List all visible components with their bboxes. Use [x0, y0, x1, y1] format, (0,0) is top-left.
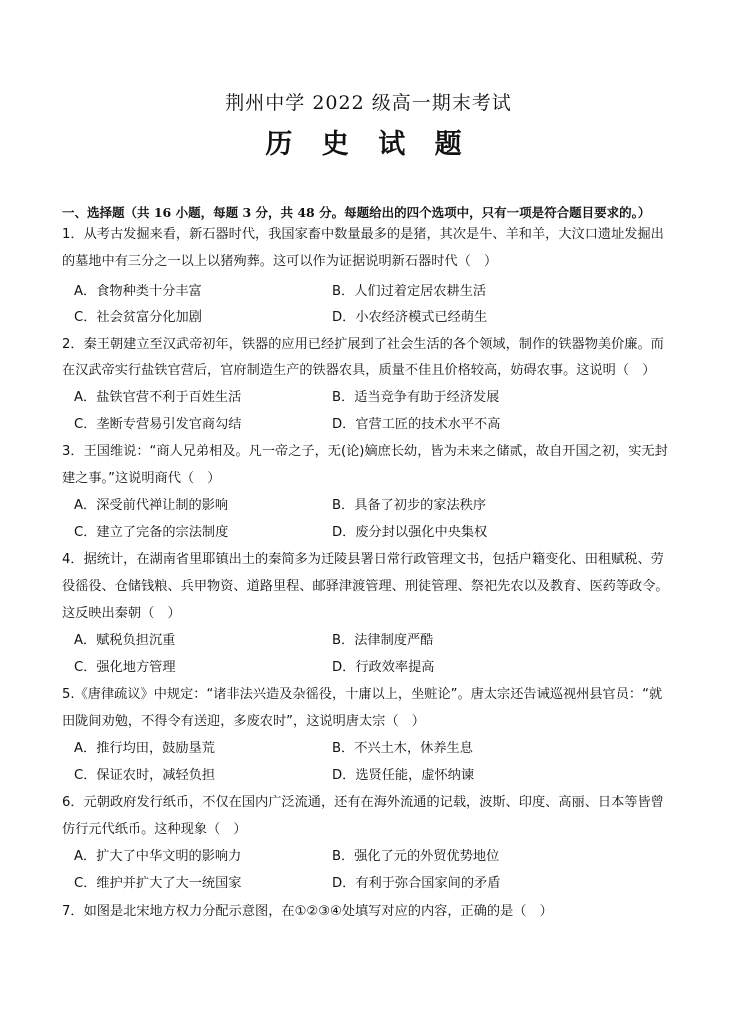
question-2-option-a: A．盐铁官营不利于百姓生活 [74, 390, 242, 405]
question-3-option-a: A．深受前代禅让制的影响 [74, 498, 229, 513]
question-4-option-b: B．法律制度严酷 [332, 633, 434, 648]
question-6-line-2: 仿行元代纸币。这种现象（ ） [62, 822, 247, 837]
question-7-line-1: 7．如图是北宋地方权力分配示意图，在①②③④处填写对应的内容，正确的是（ ） [62, 904, 553, 919]
question-3-option-b: B．具备了初步的家法秩序 [332, 498, 487, 513]
question-6-option-c: C．维护并扩大了大一统国家 [74, 876, 242, 891]
question-6-line-1: 6．元朝政府发行纸币，不仅在国内广泛流通，还有在海外流通的记载，波斯、印度、高丽、日本等皆曾 [62, 795, 664, 810]
question-5-option-d: D．选贤任能，虚怀纳谏 [332, 768, 475, 783]
question-2-line-1: 2．秦王朝建立至汉武帝初年，铁器的应用已经扩展到了社会生活的各个领域，制作的铁器物美价廉。而 [62, 337, 664, 352]
question-2-option-c: C．垄断专营易引发官商勾结 [74, 417, 242, 432]
question-4-option-d: D．行政效率提高 [332, 660, 435, 675]
question-6-option-b: B．强化了元的外贸优势地位 [332, 849, 500, 864]
question-1-option-a: A．食物种类十分丰富 [74, 284, 202, 299]
question-2-option-d: D．官营工匠的技术水平不高 [332, 417, 501, 432]
question-5-option-a: A．推行均田，鼓励垦荒 [74, 741, 215, 756]
question-3-line-2: 建之事。”这说明商代（ ） [62, 471, 221, 486]
question-2-line-2: 在汉武帝实行盐铁官营后，官府制造生产的铁器农具，质量不佳且价格较高，妨碍农事。这说明（ ） [62, 363, 656, 378]
question-4-line-3: 这反映出秦朝（ ） [62, 606, 181, 621]
subject-title: 历 史 试 题 [265, 129, 472, 160]
question-4-line-2: 役徭役、仓储钱粮、兵甲物资、道路里程、邮驿津渡管理、刑徒管理、祭祀先农以及教育、医药等政令。 [62, 579, 669, 594]
question-4-line-1: 4．据统计，在湖南省里耶镇出土的秦简多为迁陵县署日常行政管理文书，包括户籍变化、田租赋税、劳 [62, 552, 664, 567]
question-6-option-a: A．扩大了中华文明的影响力 [74, 849, 242, 864]
question-2-option-b: B．适当竞争有助于经济发展 [332, 390, 500, 405]
question-3-option-c: C．建立了完备的宗法制度 [74, 525, 229, 540]
question-4-option-a: A．赋税负担沉重 [74, 633, 176, 648]
question-5-option-b: B．不兴土木，休养生息 [332, 741, 473, 756]
question-3-option-d: D．废分封以强化中央集权 [332, 525, 488, 540]
question-1-option-d: D．小农经济模式已经萌生 [332, 310, 488, 325]
question-5-line-2: 田陇间劝勉，不得令有送迎，多废农时”，这说明唐太宗（ ） [62, 714, 425, 729]
question-1-option-c: C．社会贫富分化加剧 [74, 310, 202, 325]
section-header: 一、选择题（共 16 小题，每题 3 分，共 48 分。每题给出的四个选项中，只有一项是符合题目要求的。） [62, 205, 651, 220]
question-5-option-c: C．保证农时，减轻负担 [74, 768, 216, 783]
exam-title: 荆州中学 2022 级高一期末考试 [225, 92, 512, 114]
question-3-line-1: 3．王国维说：“商人兄弟相及。凡一帝之子，无(论)嫡庶长幼，皆为未来之储贰，故自开国之初，实无封 [62, 444, 668, 459]
question-6-option-d: D．有利于弥合国家间的矛盾 [332, 876, 501, 891]
question-1-option-b: B．人们过着定居农耕生活 [332, 284, 487, 299]
question-5-line-1: 5.《唐律疏议》中规定：“诸非法兴造及杂徭役，十庸以上，坐赃论”。唐太宗还告诫巡视州县官员：“就 [62, 687, 663, 702]
question-4-option-c: C．强化地方管理 [74, 660, 176, 675]
question-1-line-2: 的墓地中有三分之一以上以猪殉葬。这可以作为证据说明新石器时代（ ） [62, 254, 498, 269]
question-1-line-1: 1．从考古发掘来看，新石器时代，我国家畜中数量最多的是猪，其次是牛、羊和羊，大汶口遗址发掘出 [62, 227, 664, 242]
